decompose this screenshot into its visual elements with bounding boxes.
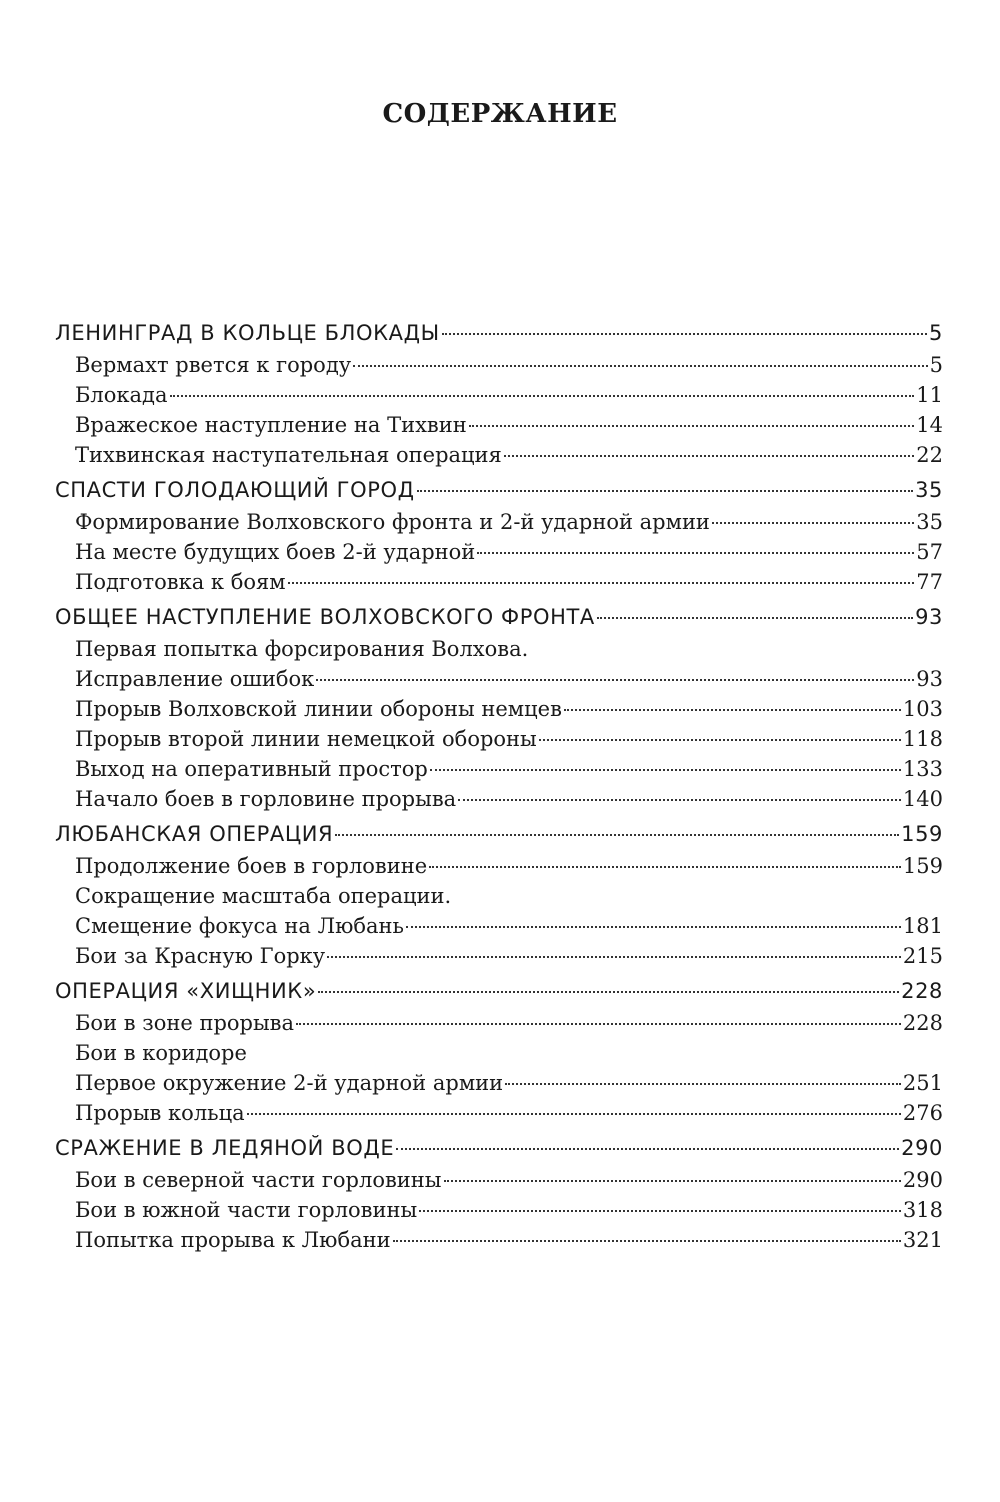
- toc-chapter: [55, 474, 943, 597]
- section-page-number: 57: [916, 540, 943, 564]
- section-title: Продолжение боев в горловине: [75, 854, 428, 878]
- dot-leader: [318, 991, 899, 993]
- section-page-number: 276: [902, 1101, 943, 1125]
- dot-leader: [419, 1210, 901, 1212]
- section-page-number: 5: [929, 353, 943, 377]
- toc-chapter: [55, 975, 943, 1128]
- chapter-page-number: 5: [929, 321, 943, 345]
- section-title: Тихвинская наступательная операция: [75, 443, 502, 467]
- toc-section-entry[interactable]: [55, 1195, 943, 1225]
- section-page-number: 93: [916, 667, 943, 691]
- toc-section-entry[interactable]: [55, 1068, 943, 1098]
- section-title: Смещение фокуса на Любань: [75, 914, 404, 938]
- section-title: Прорыв второй линии немецкой обороны: [75, 727, 537, 751]
- section-title: Прорыв кольца: [75, 1101, 245, 1125]
- dot-leader: [597, 617, 913, 619]
- section-title: Блокада: [75, 383, 168, 407]
- dot-leader: [712, 522, 914, 524]
- dot-leader: [296, 1023, 901, 1025]
- dot-leader: [469, 425, 915, 427]
- section-page-number: 103: [902, 697, 943, 721]
- chapter-page-number: 35: [915, 478, 943, 502]
- table-of-contents: [55, 317, 943, 1255]
- section-page-number: 318: [902, 1198, 943, 1222]
- dot-leader: [564, 709, 901, 711]
- section-page-number: 35: [916, 510, 943, 534]
- section-page-number: 290: [902, 1168, 943, 1192]
- toc-section-entry[interactable]: [55, 1008, 943, 1038]
- section-title-line1: Сокращение масштаба операции.: [75, 884, 452, 908]
- section-page-number: 133: [902, 757, 943, 781]
- dot-leader: [477, 552, 914, 554]
- chapter-page-number: 159: [901, 822, 943, 846]
- dot-leader: [442, 333, 927, 335]
- section-page-number: 251: [902, 1071, 943, 1095]
- section-title: Первое окружение 2-й ударной армии: [75, 1071, 504, 1095]
- toc-section-entry[interactable]: [55, 507, 943, 537]
- section-page-number: 181: [902, 914, 943, 938]
- dot-leader: [458, 799, 901, 801]
- chapter-page-number: 228: [901, 979, 943, 1003]
- section-title: Выход на оперативный простор: [75, 757, 428, 781]
- chapter-title: ЛЕНИНГРАД В КОЛЬЦЕ БЛОКАДЫ: [55, 321, 440, 345]
- toc-chapter: [55, 818, 943, 971]
- dot-leader: [393, 1240, 901, 1242]
- toc-section-first-line[interactable]: [55, 881, 943, 911]
- toc-section-entry[interactable]: [55, 537, 943, 567]
- toc-section-entry[interactable]: [55, 1098, 943, 1128]
- dot-leader: [316, 679, 914, 681]
- dot-leader: [247, 1113, 901, 1115]
- toc-section-entry[interactable]: [55, 567, 943, 597]
- chapter-page-number: 290: [901, 1136, 943, 1160]
- section-page-number: 321: [902, 1228, 943, 1252]
- toc-chapter-entry[interactable]: [55, 818, 943, 851]
- dot-leader: [417, 490, 913, 492]
- toc-chapter: [55, 317, 943, 470]
- toc-section-entry[interactable]: [55, 440, 943, 470]
- dot-leader: [406, 926, 901, 928]
- chapter-title: ОБЩЕЕ НАСТУПЛЕНИЕ ВОЛХОВСКОГО ФРОНТА: [55, 605, 595, 629]
- section-title-line1: Бои в коридоре: [75, 1041, 247, 1065]
- section-page-number: 215: [902, 944, 943, 968]
- chapter-page-number: 93: [915, 605, 943, 629]
- dot-leader: [539, 739, 901, 741]
- section-page-number: 11: [916, 383, 943, 407]
- toc-chapter: [55, 601, 943, 814]
- section-page-number: 14: [916, 413, 943, 437]
- toc-section-entry[interactable]: [55, 380, 943, 410]
- chapter-title: ЛЮБАНСКАЯ ОПЕРАЦИЯ: [55, 822, 334, 846]
- toc-section-entry[interactable]: [55, 664, 943, 694]
- toc-section-entry[interactable]: [55, 410, 943, 440]
- section-title: Исправление ошибок: [75, 667, 315, 691]
- section-title: Бои в зоне прорыва: [75, 1011, 295, 1035]
- toc-chapter-entry[interactable]: [55, 317, 943, 350]
- chapter-title: ОПЕРАЦИЯ «ХИЩНИК»: [55, 979, 317, 1003]
- section-page-number: 77: [916, 570, 943, 594]
- section-title: Бои в северной части горловины: [75, 1168, 442, 1192]
- dot-leader: [396, 1148, 899, 1150]
- toc-section-entry[interactable]: [55, 724, 943, 754]
- chapter-title: СПАСТИ ГОЛОДАЮЩИЙ ГОРОД: [55, 478, 415, 502]
- section-title-line1: Первая попытка форсирования Волхова.: [75, 637, 529, 661]
- section-page-number: 22: [916, 443, 943, 467]
- toc-section-entry[interactable]: [55, 911, 943, 941]
- dot-leader: [430, 769, 901, 771]
- toc-section-entry[interactable]: [55, 350, 943, 380]
- section-title: Попытка прорыва к Любани: [75, 1228, 391, 1252]
- page-title: СОДЕРЖАНИЕ: [382, 99, 618, 129]
- section-page-number: 228: [902, 1011, 943, 1035]
- section-title: Прорыв Волховской линии обороны немцев: [75, 697, 562, 721]
- toc-chapter-entry[interactable]: [55, 975, 943, 1008]
- section-title: На месте будущих боев 2-й ударной: [75, 540, 476, 564]
- toc-chapter: [55, 1132, 943, 1255]
- toc-section-entry[interactable]: [55, 694, 943, 724]
- section-title: Подготовка к боям: [75, 570, 286, 594]
- dot-leader: [353, 365, 928, 367]
- toc-section-first-line[interactable]: [55, 1038, 943, 1068]
- dot-leader: [170, 395, 915, 397]
- section-page-number: 140: [902, 787, 943, 811]
- chapter-title: СРАЖЕНИЕ В ЛЕДЯНОЙ ВОДЕ: [55, 1136, 395, 1160]
- section-title: Бои в южной части горловины: [75, 1198, 418, 1222]
- section-title: Начало боев в горловине прорыва: [75, 787, 457, 811]
- section-title: Вермахт рвется к городу: [75, 353, 352, 377]
- toc-section-entry[interactable]: [55, 851, 943, 881]
- toc-chapter-entry[interactable]: [55, 1132, 943, 1165]
- section-title: Формирование Волховского фронта и 2-й ударной армии: [75, 510, 710, 534]
- dot-leader: [335, 834, 899, 836]
- toc-section-entry[interactable]: [55, 1165, 943, 1195]
- section-title: Бои за Красную Горку: [75, 944, 326, 968]
- section-title: Вражеское наступление на Тихвин: [75, 413, 467, 437]
- section-page-number: 118: [902, 727, 943, 751]
- toc-section-first-line[interactable]: [55, 634, 943, 664]
- toc-section-entry[interactable]: [55, 784, 943, 814]
- toc-section-entry[interactable]: [55, 1225, 943, 1255]
- toc-section-entry[interactable]: [55, 754, 943, 784]
- dot-leader: [429, 866, 901, 868]
- dot-leader: [504, 455, 914, 457]
- dot-leader: [288, 582, 915, 584]
- dot-leader: [444, 1180, 901, 1182]
- toc-chapter-entry[interactable]: [55, 601, 943, 634]
- toc-chapter-entry[interactable]: [55, 474, 943, 507]
- dot-leader: [327, 956, 901, 958]
- toc-section-entry[interactable]: [55, 941, 943, 971]
- section-page-number: 159: [902, 854, 943, 878]
- dot-leader: [505, 1083, 901, 1085]
